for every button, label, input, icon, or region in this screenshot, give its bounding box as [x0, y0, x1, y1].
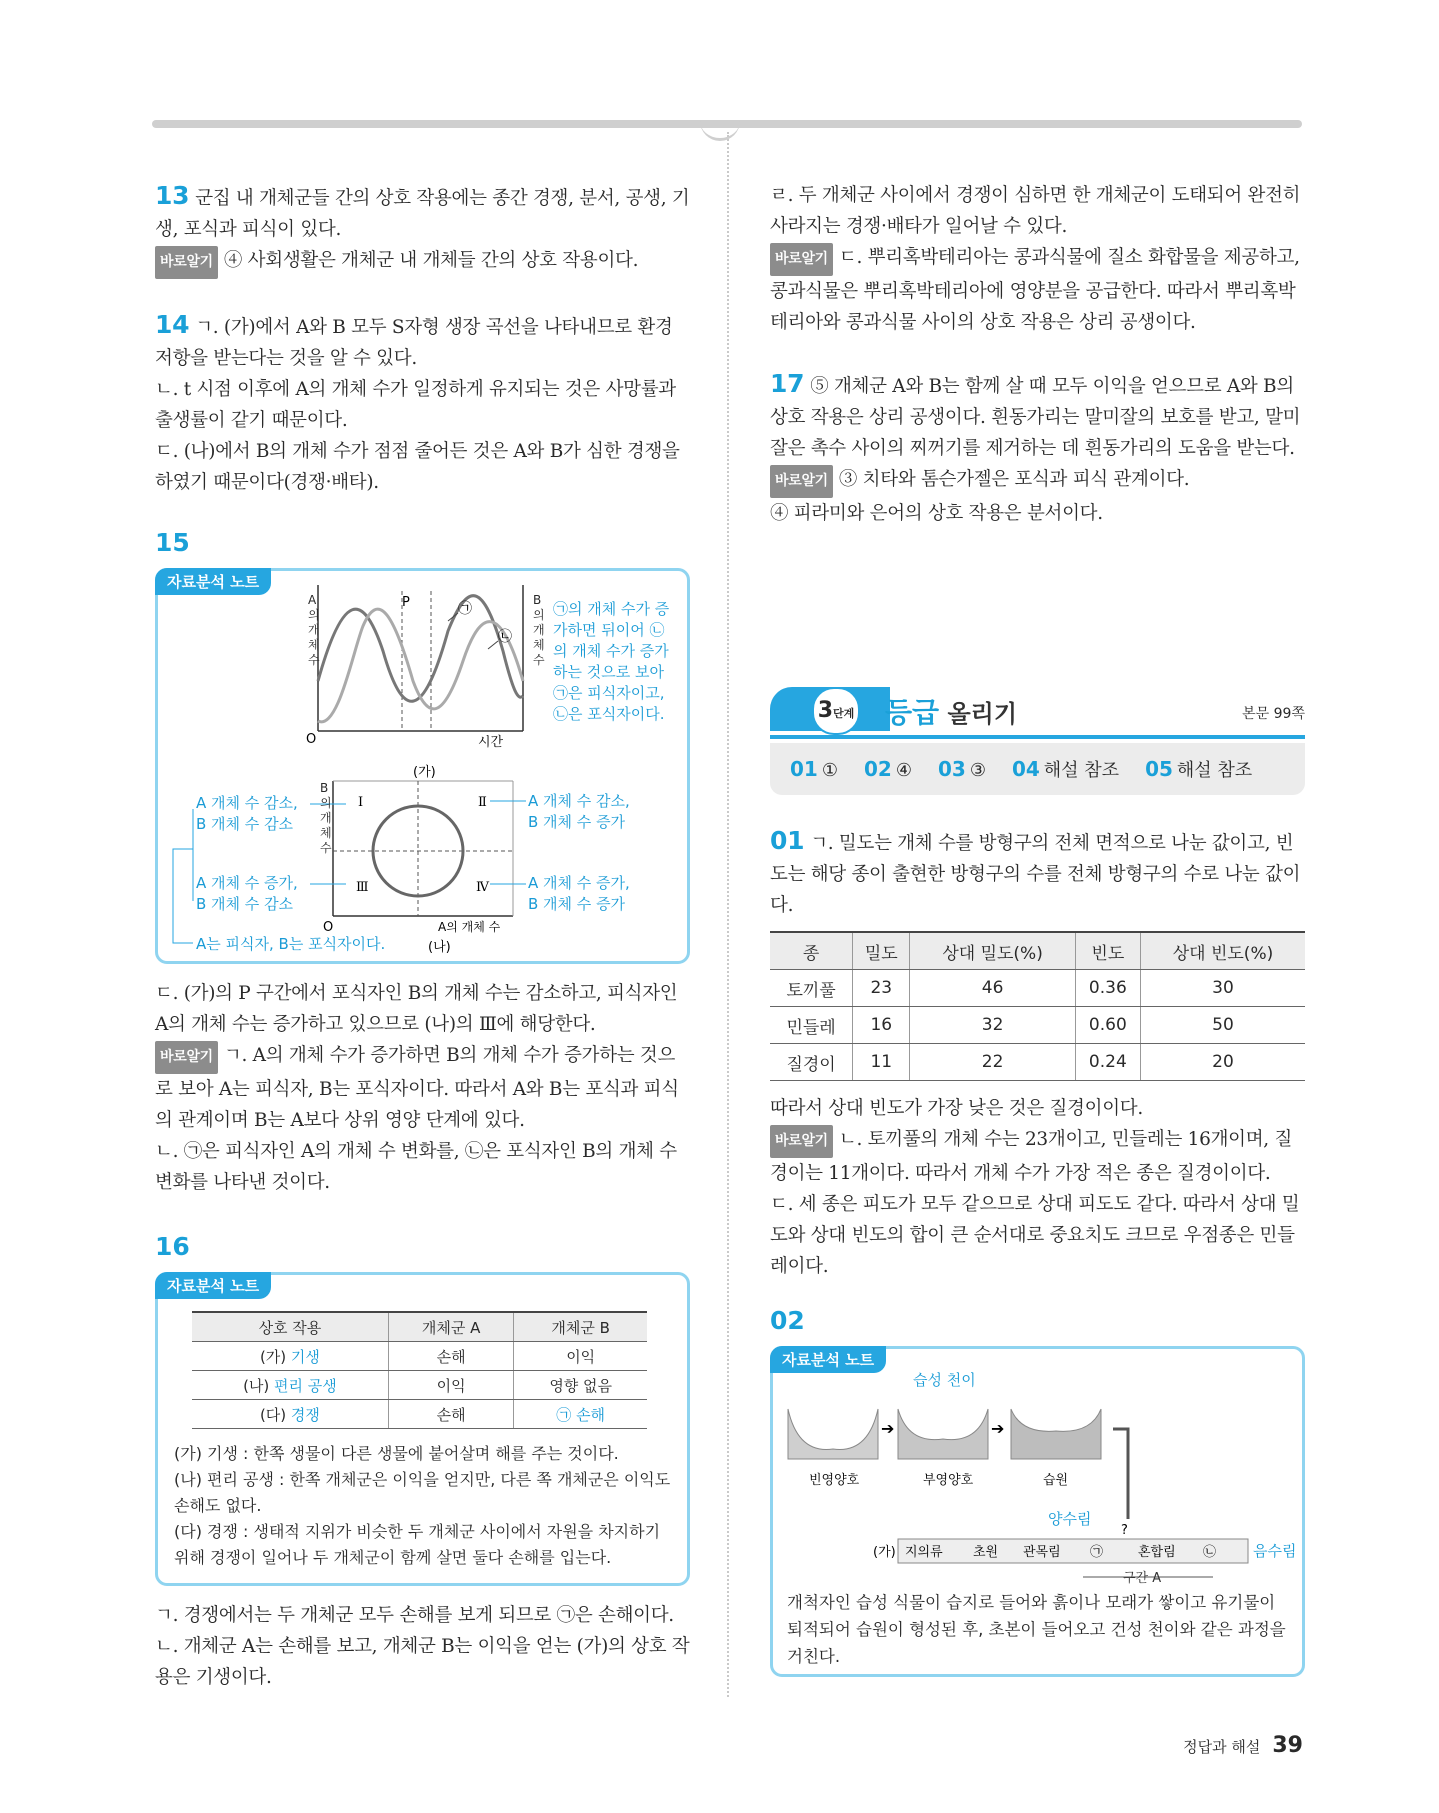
a01-header-0: 종 — [770, 932, 853, 970]
correction-tag: 바로알기 — [770, 243, 833, 276]
g2-conclusion: A는 피식자, B는 포식자이다. — [196, 935, 386, 953]
lake-2 — [898, 1409, 988, 1459]
g2-left-top: A 개체 수 감소, B 개체 수 감소 — [196, 794, 298, 833]
box-tag: 자료분석 노트 — [770, 1346, 886, 1373]
a02-analysis-box — [770, 1346, 1305, 1677]
qmark: ? — [1121, 1523, 1128, 1538]
answer-04: 04 해설 참조 — [1011, 757, 1120, 781]
g2-xlabel: A의 개체 수 — [438, 920, 501, 934]
q16-table — [192, 1311, 647, 1429]
left-column — [155, 180, 690, 1693]
q16b-line: ㄹ. 두 개체군 사이에서 경쟁이 심하면 한 개체군이 도태되어 완전히 사라지는 경쟁·배타가 일어날 수 있다. — [770, 185, 1301, 237]
q16b-correction: 바로알기 ㄷ. 뿌리혹박테리아는 콩과식물에 질소 화합물을 제공하고, 콩과식물은 뿌리혹박테리아에 영양분을 공급한다. 따라서 뿌리혹박테리아와 콩과식물 사이의 상호 작용은 상리 공생이다. — [770, 242, 1305, 338]
top-rule-notch — [700, 118, 740, 141]
q15-line: ㄷ. (가)의 P 구간에서 포식자인 B의 개체 수는 감소하고, 피식자인 A의 개체 수는 증가하고 있으므로 (나)의 Ⅲ에 해당한다. — [155, 983, 678, 1035]
g1-xlabel: 시간 — [478, 735, 504, 750]
q14-line-2: ㄴ. t 시점 이후에 A의 개체 수가 일정하게 유지되는 것은 사망률과 출생률이 같기 때문이다. — [155, 379, 676, 431]
eum-label: 음수림 — [1253, 1542, 1297, 1560]
answer-02: 02 ④ — [863, 757, 912, 781]
q16-header-2: 개체군 B — [514, 1312, 647, 1342]
box-tag: 자료분석 노트 — [155, 1272, 271, 1299]
correction-tag: 바로알기 — [155, 1041, 218, 1074]
table-row: (나) 편리 공생 이익 영향 없음 — [192, 1371, 647, 1400]
g1-ylabel-right: B의 개체 수 — [533, 593, 545, 667]
q14-line-3: ㄷ. (나)에서 B의 개체 수가 점점 줄어든 것은 A와 B가 심한 경쟁을 하였기 때문이다(경쟁·배타). — [155, 441, 680, 493]
g2-q2: Ⅱ — [478, 795, 487, 810]
q17-text: 17 ⑤ 개체군 A와 B는 함께 살 때 모두 이익을 얻으므로 A와 B의 상호 작용은 상리 공생이다. 흰동가리는 말미잘의 보호를 받고, 말미잘은 촉수 사이의 찌꺼기를 제거하는 데 흰동가리의 도움을 받는다. — [770, 369, 1301, 459]
q17-correction-1: 바로알기 ③ 치타와 톰슨가젤은 포식과 피식 관계이다. — [770, 464, 1305, 498]
chain-0: 지의류 — [905, 1545, 943, 1560]
q15-number: 15 — [155, 528, 190, 557]
q15-correction-1: 바로알기 ㄱ. A의 개체 수가 증가하면 B의 개체 수가 증가하는 것으로 보아 A는 피식자, B는 포식자이다. 따라서 A와 B는 포식과 피식의 관계이며 B는 A보다 상위 영양 단계에 있다. — [155, 1040, 690, 1136]
chain-2: 관목림 — [1023, 1545, 1061, 1560]
table-row: 질경이 11 22 0.24 20 — [770, 1044, 1305, 1081]
g1-caption: (가) — [413, 765, 436, 780]
stage-label-2: 부영양호 — [923, 1473, 974, 1488]
answer-03: 03 ③ — [937, 757, 986, 781]
succession-label: 습성 천이 — [913, 1371, 976, 1389]
a02-number: 02 — [770, 1306, 805, 1335]
q16-number: 16 — [155, 1232, 190, 1261]
stage-header — [770, 679, 1305, 743]
c2-leader — [488, 641, 498, 649]
q17-correction-2: ④ 피라미와 은어의 상호 작용은 분서이다. — [770, 503, 1103, 524]
answer-bar — [770, 743, 1305, 795]
a01-table — [770, 931, 1305, 1081]
chain-ga: (가) — [873, 1545, 896, 1560]
g2-q3: Ⅲ — [356, 880, 369, 895]
curve-b — [318, 609, 523, 722]
g2-ylabel: B의 개체 수 — [320, 781, 332, 855]
a01-header-2: 상대 밀도(%) — [910, 932, 1075, 970]
p-label: P — [402, 595, 410, 610]
a01-after: 따라서 상대 빈도가 가장 낮은 것은 질경이이다. — [770, 1098, 1143, 1119]
g2-caption: (나) — [428, 940, 451, 955]
g1-origin: O — [306, 732, 317, 747]
q13-correction: 바로알기 ④ 사회생활은 개체군 내 개체들 간의 상호 작용이다. — [155, 245, 690, 279]
section-label: 구간 A — [1123, 1571, 1162, 1586]
g2-q1: Ⅰ — [358, 795, 364, 810]
stage-label-1: 빈영양호 — [809, 1473, 860, 1488]
g2-right-top: A 개체 수 감소, B 개체 수 증가 — [528, 792, 630, 831]
a01-correction-2: ㄷ. 세 종은 피도가 모두 같으므로 상대 피도도 같다. 따라서 상대 밀도와 상대 빈도의 합이 큰 순서대로 중요치도 크므로 우점종은 민들레이다. — [770, 1194, 1300, 1277]
correction-tag: 바로알기 — [770, 1125, 833, 1158]
arrow-2: ➔ — [991, 1419, 1005, 1438]
down-arrow — [1113, 1429, 1128, 1519]
stage-rule — [770, 735, 1305, 739]
q15-analysis-box — [155, 568, 690, 964]
table-row: (가) 기생 손해 이익 — [192, 1342, 647, 1371]
a02-note: 개척자인 습성 식물이 습지로 들어와 흙이나 모래가 쌓이고 유기물이 퇴적되어 습원이 형성된 후, 초본이 들어오고 건성 천이와 같은 과정을 거친다. — [787, 1593, 1286, 1666]
g2-origin: O — [323, 920, 334, 935]
c1-label: ㉠ — [458, 601, 472, 617]
stage-title: 등급 올리기 — [885, 696, 1018, 729]
g1-note: ㉠의 개체 수가 증가하면 뒤이어 ㉡의 개체 수가 증가하는 것으로 보아 ㉠은 피식자이고, ㉡은 포식자이다. — [553, 600, 670, 723]
q16-header-1: 개체군 A — [388, 1312, 514, 1342]
chain-3: ㉠ — [1090, 1545, 1104, 1560]
q15-correction-2: ㄴ. ㉠은 피식자인 A의 개체 수 변화를, ㉡은 포식자인 B의 개체 수 변화를 나타낸 것이다. — [155, 1141, 677, 1193]
c2-label: ㉡ — [498, 629, 512, 645]
q16-analysis-box — [155, 1272, 690, 1586]
q16-line-1: ㄱ. 경쟁에서는 두 개체군 모두 손해를 보게 되므로 ㉠은 손해이다. — [155, 1605, 674, 1626]
g2-q4: Ⅳ — [476, 880, 489, 895]
q16-line-2: ㄴ. 개체군 A는 손해를 보고, 개체군 B는 이익을 얻는 (가)의 상호 작용은 기생이다. — [155, 1636, 690, 1688]
q13-text: 13 군집 내 개체군들 간의 상호 작용에는 종간 경쟁, 분서, 공생, 기생, 포식과 피식이 있다. — [155, 181, 690, 240]
succession-diagram — [773, 1389, 1303, 1589]
a01-text: 01 ㄱ. 밀도는 개체 수를 방형구의 전체 면적으로 나눈 값이고, 빈도는 해당 종이 출현한 방형구의 수를 전체 방형구의 수로 나눈 값이다. — [770, 826, 1301, 916]
chain-5: ㉡ — [1203, 1545, 1217, 1560]
lake-3 — [1011, 1409, 1101, 1459]
a01-header-1: 밀도 — [853, 932, 910, 970]
box-tag: 자료분석 노트 — [155, 568, 271, 595]
stage-label-3: 습원 — [1043, 1473, 1069, 1488]
correction-tag: 바로알기 — [155, 246, 218, 279]
g2-right-bottom: A 개체 수 증가, B 개체 수 증가 — [528, 874, 630, 913]
stage-badge: 3단계 — [812, 687, 860, 735]
lake-1 — [788, 1409, 878, 1459]
chain-4: 혼합림 — [1138, 1545, 1176, 1560]
g1-ylabel-left: A의 개체 수 — [308, 593, 320, 667]
stage-ref: 본문 99쪽 — [1242, 706, 1305, 722]
curve-a — [318, 596, 523, 702]
answer-05: 05 해설 참조 — [1145, 757, 1253, 781]
chain-1: 초원 — [973, 1545, 999, 1560]
a01-correction-1: 바로알기 ㄴ. 토끼풀의 개체 수는 23개이고, 민들레는 16개이며, 질경이는 11개이다. 따라서 개체 수가 가장 적은 종은 질경이이다. — [770, 1124, 1305, 1189]
table-row: (다) 경쟁 손해 ㉠ 손해 — [192, 1400, 647, 1429]
chain-bar — [898, 1539, 1248, 1563]
q16-header-0: 상호 작용 — [192, 1312, 388, 1342]
g2-left-bottom: A 개체 수 증가, B 개체 수 감소 — [196, 874, 298, 913]
arrow-1: ➔ — [881, 1419, 895, 1438]
correction-tag: 바로알기 — [770, 465, 833, 498]
table-row: 토끼풀 23 46 0.36 30 — [770, 970, 1305, 1007]
page-number: 39 — [1272, 1733, 1303, 1758]
a01-header-4: 상대 빈도(%) — [1140, 932, 1305, 970]
page-footer: 정답과 해설 39 — [1183, 1733, 1303, 1758]
answer-01: 01 ① — [790, 757, 838, 781]
table-row: 민들레 16 32 0.60 50 — [770, 1007, 1305, 1044]
left-bracket — [173, 809, 193, 943]
q14-line-1: 14 ㄱ. (가)에서 A와 B 모두 S자형 생장 곡선을 나타내므로 환경 저항을 받는다는 것을 알 수 있다. — [155, 310, 673, 369]
right-column — [770, 180, 1305, 1677]
a01-header-3: 빈도 — [1075, 932, 1140, 970]
q16-defs: (가) 기생 : 한쪽 생물이 다른 생물에 붙어살며 해를 주는 것이다. (나) 편리 공생 : 한쪽 개체군은 이익을 얻지만, 다른 쪽 개체군은 이익도 손해도 없다. (다) 경쟁 : 생태적 지위가 비슷한 두 개체군 사이에서 자원을 차지하기 위해 경쟁이 일어나 두 개체군이 함께 살면 둘다 손해를 입는다. — [174, 1444, 671, 1567]
yang-label: 양수림 — [1048, 1510, 1092, 1528]
column-divider — [727, 132, 729, 1697]
